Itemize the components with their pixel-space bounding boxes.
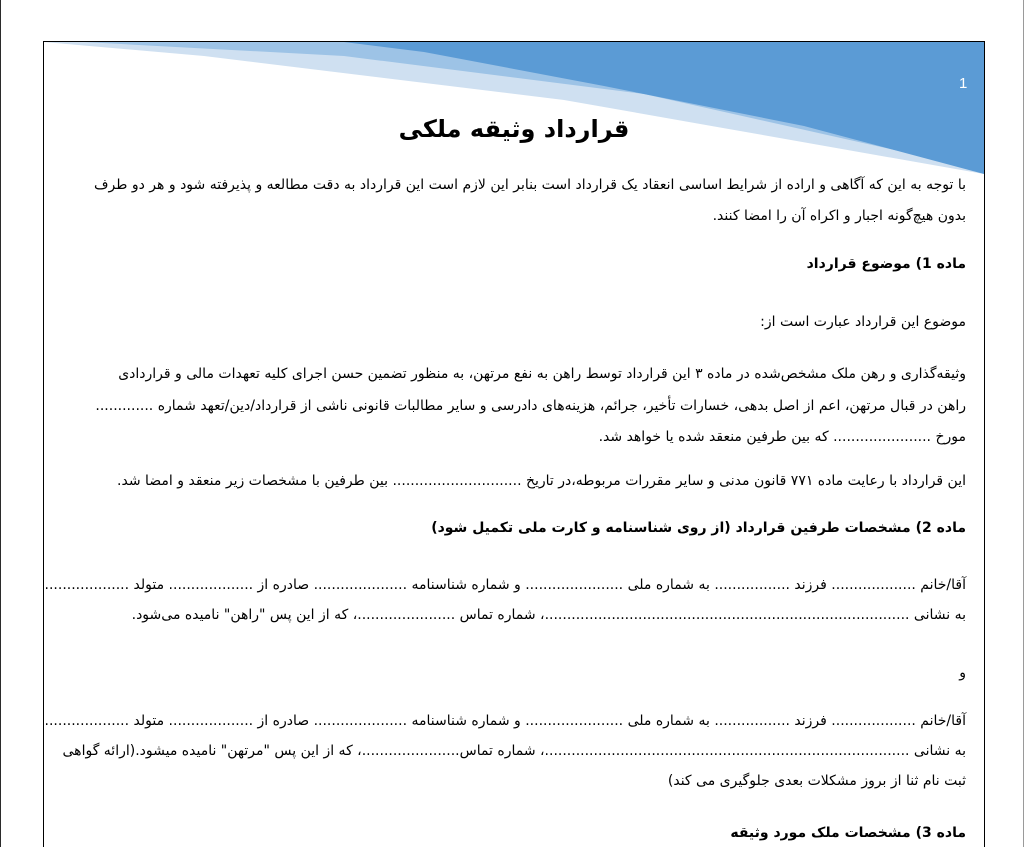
document-title: قرارداد وثیقه ملکی bbox=[398, 115, 630, 143]
intro-line-1: با توجه به این که آگاهی و اراده از شرایط اساسی انعقاد یک قرارداد است بنابر این لازم است این قرارداد به دقت مطالعه و پذیرفته شود و هر دو طرف bbox=[94, 177, 966, 193]
page-number: 1 bbox=[959, 75, 968, 92]
party1-line-1: آقا/خانم ................... فرزند ................. به شماره ملی ...................... و شماره شناسنامه ..................... صادره از ................... متولد ................... bbox=[44, 577, 966, 593]
article2-heading: ماده 2) مشخصات طرفین قرارداد (از روی شناسنامه و کارت ملی تکمیل شود) bbox=[431, 520, 966, 536]
window-border-right bbox=[1023, 0, 1024, 847]
article1-paragraph-line-1: وثیقه‌گذاری و رهن ملک مشخص‌شده در ماده ۳ این قرارداد توسط راهن به نفع مرتهن، به منظور تضمین حسن اجرای کلیه تعهدات مالی و قراردادی bbox=[118, 366, 966, 382]
window-border-left bbox=[0, 0, 1, 847]
party2-line-3: ثبت نام ثنا از بروز مشکلات بعدی جلوگیری می کند) bbox=[667, 773, 966, 789]
article1-paragraph-line-3: مورخ ...................... که بین طرفین منعقد شده یا خواهد شد. bbox=[598, 429, 966, 445]
article1-heading: ماده 1) موضوع قرارداد bbox=[806, 256, 966, 272]
party2-line-2: به نشانی ..................................................................................، شماره تماس......................، که از این پس "مرتهن" نامیده میشود.(ارائه گواهی bbox=[62, 743, 966, 759]
header-decoration bbox=[44, 42, 984, 177]
article1-paragraph-line-2: راهن در قبال مرتهن، اعم از اصل بدهی، خسارات تأخیر، جرائم، هزینه‌های دادرسی و سایر مطالبات قانونی ناشی از قرارداد/دین/تعهد شماره ............. bbox=[95, 398, 966, 414]
document-page bbox=[43, 41, 985, 847]
party2-line-1: آقا/خانم ................... فرزند ................. به شماره ملی ...................... و شماره شناسنامه ..................... صادره از ................... متولد ................... bbox=[44, 713, 966, 729]
article1-subject-intro: موضوع این قرارداد عبارت است از: bbox=[760, 314, 966, 330]
article1-closing: این قرارداد با رعایت ماده ۷۷۱ قانون مدنی و سایر مقررات مربوطه،در تاریخ ............................. بین طرفین با مشخصات زیر منعقد و امضا شد. bbox=[117, 473, 966, 489]
intro-line-2: بدون هیچ‌گونه اجبار و اکراه آن را امضا کنند. bbox=[712, 208, 966, 224]
party1-line-2: به نشانی ..................................................................................، شماره تماس ......................، که از این پس "راهن" نامیده می‌شود. bbox=[131, 607, 966, 623]
article3-heading: ماده 3) مشخصات ملک مورد وثیقه bbox=[730, 825, 966, 841]
party-conjunction: و bbox=[959, 665, 966, 681]
